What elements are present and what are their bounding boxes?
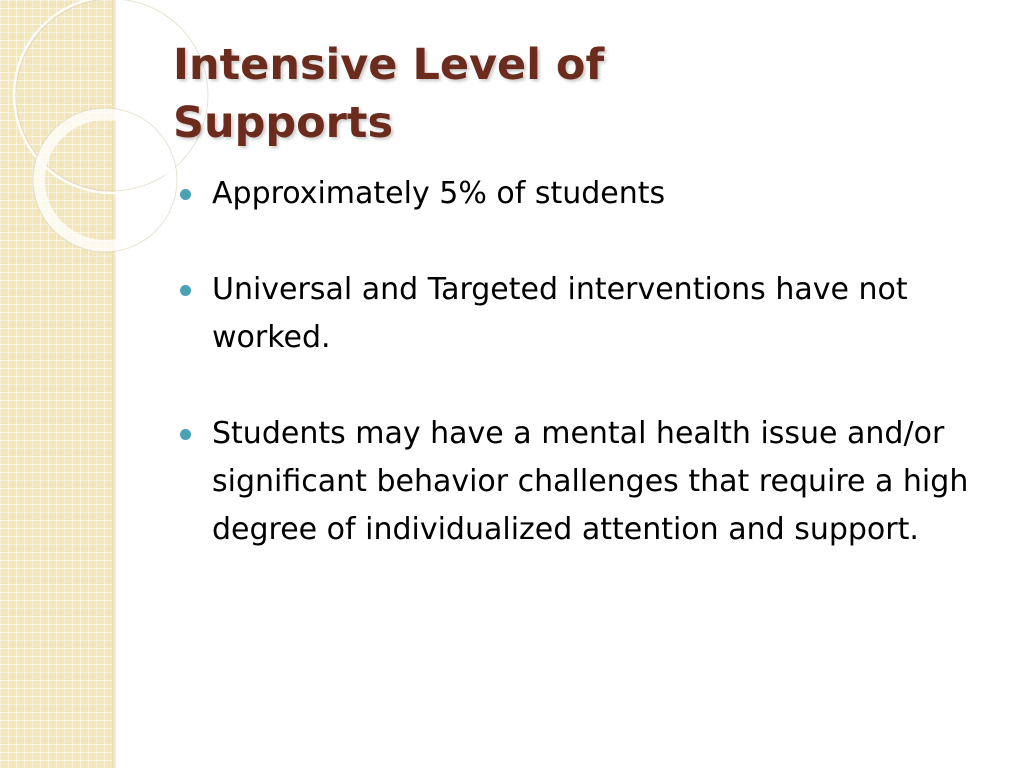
- bullet-text: Students may have a mental health issue and/or significant behavior challenges that require a high degree of individualized attention and support.: [212, 416, 969, 547]
- decorative-ring-small: [39, 114, 171, 246]
- bullet-text: Approximately 5% of students: [212, 176, 666, 211]
- slide-title-line-1: Intensive Level of: [173, 40, 605, 90]
- bullet-marker-icon: [180, 429, 191, 440]
- slide-title-line-2: Supports: [173, 98, 394, 148]
- bullet-marker-icon: [180, 189, 191, 200]
- slide-title: [173, 36, 973, 152]
- bullet-text: Universal and Targeted interventions have not worked.: [212, 272, 908, 355]
- bullet-item: [180, 170, 990, 218]
- bullet-item: [180, 266, 990, 362]
- bullet-item: [180, 410, 990, 554]
- bullet-marker-icon: [180, 285, 191, 296]
- bullet-list: [180, 170, 990, 554]
